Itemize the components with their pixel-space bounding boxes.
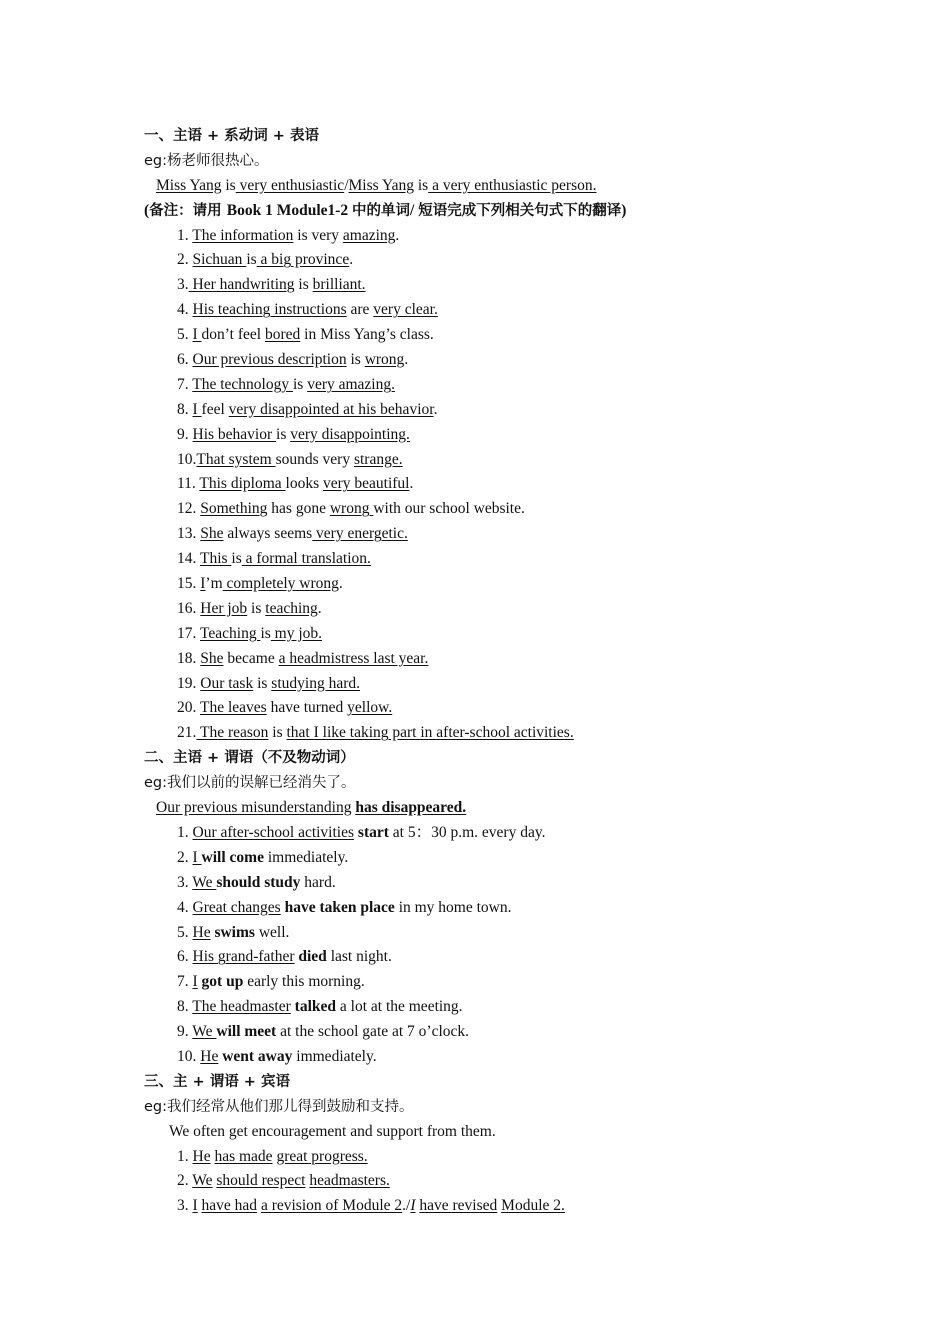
text-segment: 1. [177, 226, 193, 244]
text-segment: don’t feel [201, 326, 265, 344]
sentence-item [144, 248, 904, 273]
text-segment: 中的单词 [352, 202, 411, 219]
text-segment: very energetic. [312, 525, 408, 543]
text-segment: 2. [177, 251, 193, 269]
section-2-heading: 二、主语 + 谓语（不及物动词） [144, 750, 355, 767]
text-segment: a revision of Module 2 [260, 1197, 403, 1215]
section-1-note [144, 199, 904, 224]
text-segment: last night. [326, 948, 392, 966]
text-segment: His teaching instructions [192, 301, 347, 319]
text-segment: wrong [364, 351, 405, 369]
text-segment: I [192, 1197, 198, 1215]
text-segment: hard. [300, 873, 336, 891]
text-segment: ( [144, 201, 150, 219]
text-segment: He [192, 923, 211, 941]
sentence-item [144, 572, 904, 597]
sentence-item [144, 273, 904, 298]
text-segment: Our after-school activities [192, 823, 355, 841]
section-3-example-english [144, 1120, 904, 1145]
text-segment: . [433, 400, 438, 418]
text-segment: is [413, 176, 429, 194]
text-segment: I [410, 1197, 416, 1215]
text-segment: has disappeared. [355, 799, 467, 817]
text-segment: . [395, 226, 400, 244]
text-segment: will come [201, 848, 264, 866]
text-segment: I [192, 848, 202, 866]
text-segment: bored [264, 326, 301, 344]
text-segment: 21. [177, 724, 197, 742]
text-segment: great progress. [276, 1147, 368, 1165]
text-segment: Miss Yang [156, 176, 222, 194]
sentence-item [144, 547, 904, 572]
text-segment: 短语完成下列相关句式下的翻译 [418, 202, 622, 219]
text-segment: 3. [177, 1197, 193, 1215]
text-segment: Miss Yang [348, 176, 414, 194]
text-segment: 15. [177, 575, 201, 593]
text-segment: . [338, 575, 343, 593]
text-segment: Module 2. [501, 1197, 565, 1215]
sentence-item [144, 995, 904, 1020]
text-segment: studying hard. [271, 674, 360, 692]
text-segment: immediately. [263, 848, 349, 866]
text-segment: 9. [177, 425, 193, 443]
text-segment: wrong [329, 500, 374, 518]
text-segment: headmasters. [309, 1172, 390, 1190]
text-segment: The technology [192, 375, 293, 393]
text-segment: 1. [177, 1147, 193, 1165]
text-segment: at the school gate at 7 o’clock. [276, 1023, 470, 1041]
text-segment: with our school website. [373, 500, 525, 518]
text-segment: 2. [177, 1172, 193, 1190]
text-segment: very beautiful [322, 475, 410, 493]
sentence-item [144, 224, 904, 249]
text-segment: is [294, 276, 313, 294]
sentence-item [144, 423, 904, 448]
sentence-item [144, 373, 904, 398]
text-segment: Our previous description [192, 351, 347, 369]
text-segment: ./ [402, 1197, 411, 1215]
sentence-item [144, 647, 904, 672]
text-segment: I [192, 973, 198, 991]
text-segment: He [200, 1047, 219, 1065]
text-segment: early this morning. [243, 973, 365, 991]
sentence-item [144, 1145, 904, 1170]
text-segment: 5. [177, 923, 193, 941]
text-segment: Her job [200, 599, 248, 617]
text-segment: Her handwriting [188, 276, 295, 294]
sentence-item [144, 970, 904, 995]
text-segment: should respect [216, 1172, 306, 1190]
text-segment: Book 1 Module1-2 [226, 201, 353, 219]
text-segment: 14. [177, 550, 200, 568]
text-segment: is [253, 674, 272, 692]
text-segment: should study [216, 873, 301, 891]
text-segment: strange. [353, 450, 403, 468]
text-segment: became [223, 649, 279, 667]
sentence-item [144, 846, 904, 871]
text-segment: is [260, 624, 271, 642]
text-segment: 10. [177, 450, 197, 468]
text-segment: is [292, 375, 308, 393]
text-segment: She [200, 649, 224, 667]
text-segment: Great changes [192, 898, 281, 916]
text-segment: The reason [196, 724, 269, 742]
document-content [144, 124, 904, 1219]
text-segment: We [192, 1172, 213, 1190]
text-segment: brilliant. [312, 276, 366, 294]
text-segment: 1. [177, 823, 193, 841]
text-segment: We often get encouragement and support from them. [169, 1122, 496, 1140]
text-segment: Something [200, 500, 268, 518]
text-segment: has made [214, 1147, 273, 1165]
sentence-item [144, 721, 904, 746]
text-segment: 3. [177, 276, 189, 294]
text-segment: immediately. [292, 1047, 377, 1065]
text-segment: 7. [177, 375, 193, 393]
section-3-heading: 三、主 + 谓语 + 宾语 [144, 1073, 290, 1090]
text-segment: will meet [216, 1023, 277, 1041]
text-segment: This diploma [199, 475, 286, 493]
text-segment: Our task [200, 674, 254, 692]
text-segment: This [199, 550, 232, 568]
text-segment: 11. [177, 475, 200, 493]
text-segment: a very enthusiastic person. [428, 176, 597, 194]
text-segment: We [192, 873, 217, 891]
text-segment: Sichuan [192, 251, 247, 269]
text-segment: has gone [267, 500, 330, 518]
text-segment: 20. [177, 699, 200, 717]
text-segment: a headmistress last year. [278, 649, 429, 667]
text-segment: looks [285, 475, 323, 493]
text-segment: His grand-father [192, 948, 295, 966]
text-segment: teaching [265, 599, 318, 617]
text-segment: very enthusiastic [235, 176, 345, 194]
section-3-example-chinese: eg:我们经常从他们那儿得到鼓励和支持。 [144, 1098, 414, 1115]
text-segment: well. [254, 923, 290, 941]
text-segment: sounds very [275, 450, 354, 468]
text-segment: that I like taking part in after-school activities. [286, 724, 574, 742]
sentence-item [144, 945, 904, 970]
text-segment: I [192, 400, 202, 418]
text-segment: 5. [177, 326, 193, 344]
text-segment: 4. [177, 301, 193, 319]
sentence-item [144, 896, 904, 921]
text-segment: very disappointing. [290, 425, 410, 443]
text-segment: have revised [419, 1197, 498, 1215]
text-segment: is [268, 724, 287, 742]
text-segment: have had [201, 1197, 258, 1215]
sentence-item [144, 871, 904, 896]
section-1-example-english [144, 174, 904, 199]
sentence-item [144, 472, 904, 497]
text-segment: She [200, 525, 224, 543]
text-segment: His behavior [192, 425, 277, 443]
text-segment: . [317, 599, 322, 617]
text-segment: 4. [177, 898, 193, 916]
text-segment: Our previous misunderstanding [156, 799, 352, 817]
text-segment: at 5：30 p.m. every day. [388, 823, 546, 841]
sentence-item [144, 921, 904, 946]
section-1-example-chinese: eg:杨老师很热心。 [144, 152, 269, 169]
text-segment: / [344, 176, 349, 194]
section-2-example-chinese: eg:我们以前的误解已经消失了。 [144, 775, 356, 792]
text-segment: 6. [177, 351, 193, 369]
sentence-item [144, 448, 904, 473]
text-segment: went away [222, 1047, 293, 1065]
text-segment: The information [192, 226, 294, 244]
text-segment: I [200, 575, 206, 593]
text-segment: have taken place [284, 898, 395, 916]
sentence-item [144, 323, 904, 348]
text-segment: . [409, 475, 414, 493]
text-segment: is [231, 550, 242, 568]
text-segment: . [404, 351, 409, 369]
text-segment: 17. [177, 624, 200, 642]
sentence-item [144, 497, 904, 522]
text-segment: Teaching [199, 624, 261, 642]
sentence-item [144, 696, 904, 721]
text-segment: We [192, 1023, 217, 1041]
text-segment: amazing [342, 226, 396, 244]
sentence-item [144, 1194, 904, 1219]
text-segment: He [192, 1147, 211, 1165]
text-segment: in Miss Yang’s class. [300, 326, 434, 344]
text-segment: my job. [270, 624, 323, 642]
section-1-heading: 一、主语 + 系动词 + 表语 [144, 128, 319, 144]
section-2-items [144, 821, 904, 1070]
text-segment: 3. [177, 873, 193, 891]
sentence-item [144, 597, 904, 622]
text-segment: That system [196, 450, 276, 468]
text-segment: feel [201, 400, 229, 418]
text-segment: 19. [177, 674, 201, 692]
sentence-item [144, 1045, 904, 1070]
text-segment: talked [294, 998, 337, 1016]
text-segment: 13. [177, 525, 201, 543]
text-segment: 7. [177, 973, 193, 991]
sentence-item [144, 622, 904, 647]
text-segment: very amazing. [307, 375, 395, 393]
sentence-item [144, 348, 904, 373]
text-segment: have turned [266, 699, 348, 717]
text-segment: ’m [205, 575, 223, 593]
text-segment: The headmaster [192, 998, 291, 1016]
text-segment: 12. [177, 500, 201, 518]
section-2-example-english [144, 796, 904, 821]
text-segment: is [221, 176, 236, 194]
text-segment: is [246, 251, 257, 269]
sentence-item [144, 821, 904, 846]
text-segment: completely wrong [222, 575, 339, 593]
text-segment: very disappointed at his behavior [228, 400, 434, 418]
text-segment: 10. [177, 1047, 201, 1065]
sentence-item [144, 1169, 904, 1194]
text-segment: always seems [223, 525, 313, 543]
section-3-items [144, 1145, 904, 1220]
text-segment: is very [293, 226, 343, 244]
text-segment: 6. [177, 948, 193, 966]
text-segment: 18. [177, 649, 201, 667]
text-segment: swims [214, 923, 255, 941]
text-segment: a formal translation. [241, 550, 371, 568]
text-segment: start [357, 823, 389, 841]
text-segment: 2. [177, 848, 193, 866]
text-segment: The leaves [199, 699, 267, 717]
text-segment: is [346, 351, 365, 369]
text-segment: ) [621, 201, 627, 219]
text-segment: are [346, 301, 374, 319]
text-segment: died [298, 948, 327, 966]
text-segment: 8. [177, 400, 193, 418]
text-segment: got up [201, 973, 244, 991]
sentence-item [144, 672, 904, 697]
sentence-item [144, 522, 904, 547]
text-segment: 9. [177, 1023, 193, 1041]
text-segment: I [192, 326, 202, 344]
text-segment: 16. [177, 599, 201, 617]
section-1-items [144, 224, 904, 747]
sentence-item [144, 398, 904, 423]
text-segment: yellow. [347, 699, 393, 717]
sentence-item [144, 298, 904, 323]
text-segment: very clear. [373, 301, 438, 319]
text-segment: . [349, 251, 354, 269]
text-segment: is [247, 599, 266, 617]
text-segment: is [276, 425, 291, 443]
text-segment: / [410, 201, 419, 219]
text-segment: a big province [256, 251, 350, 269]
text-segment: 8. [177, 998, 193, 1016]
text-segment: a lot at the meeting. [336, 998, 463, 1016]
text-segment: 备注：请用 [149, 202, 227, 219]
sentence-item [144, 1020, 904, 1045]
text-segment: in my home town. [394, 898, 512, 916]
